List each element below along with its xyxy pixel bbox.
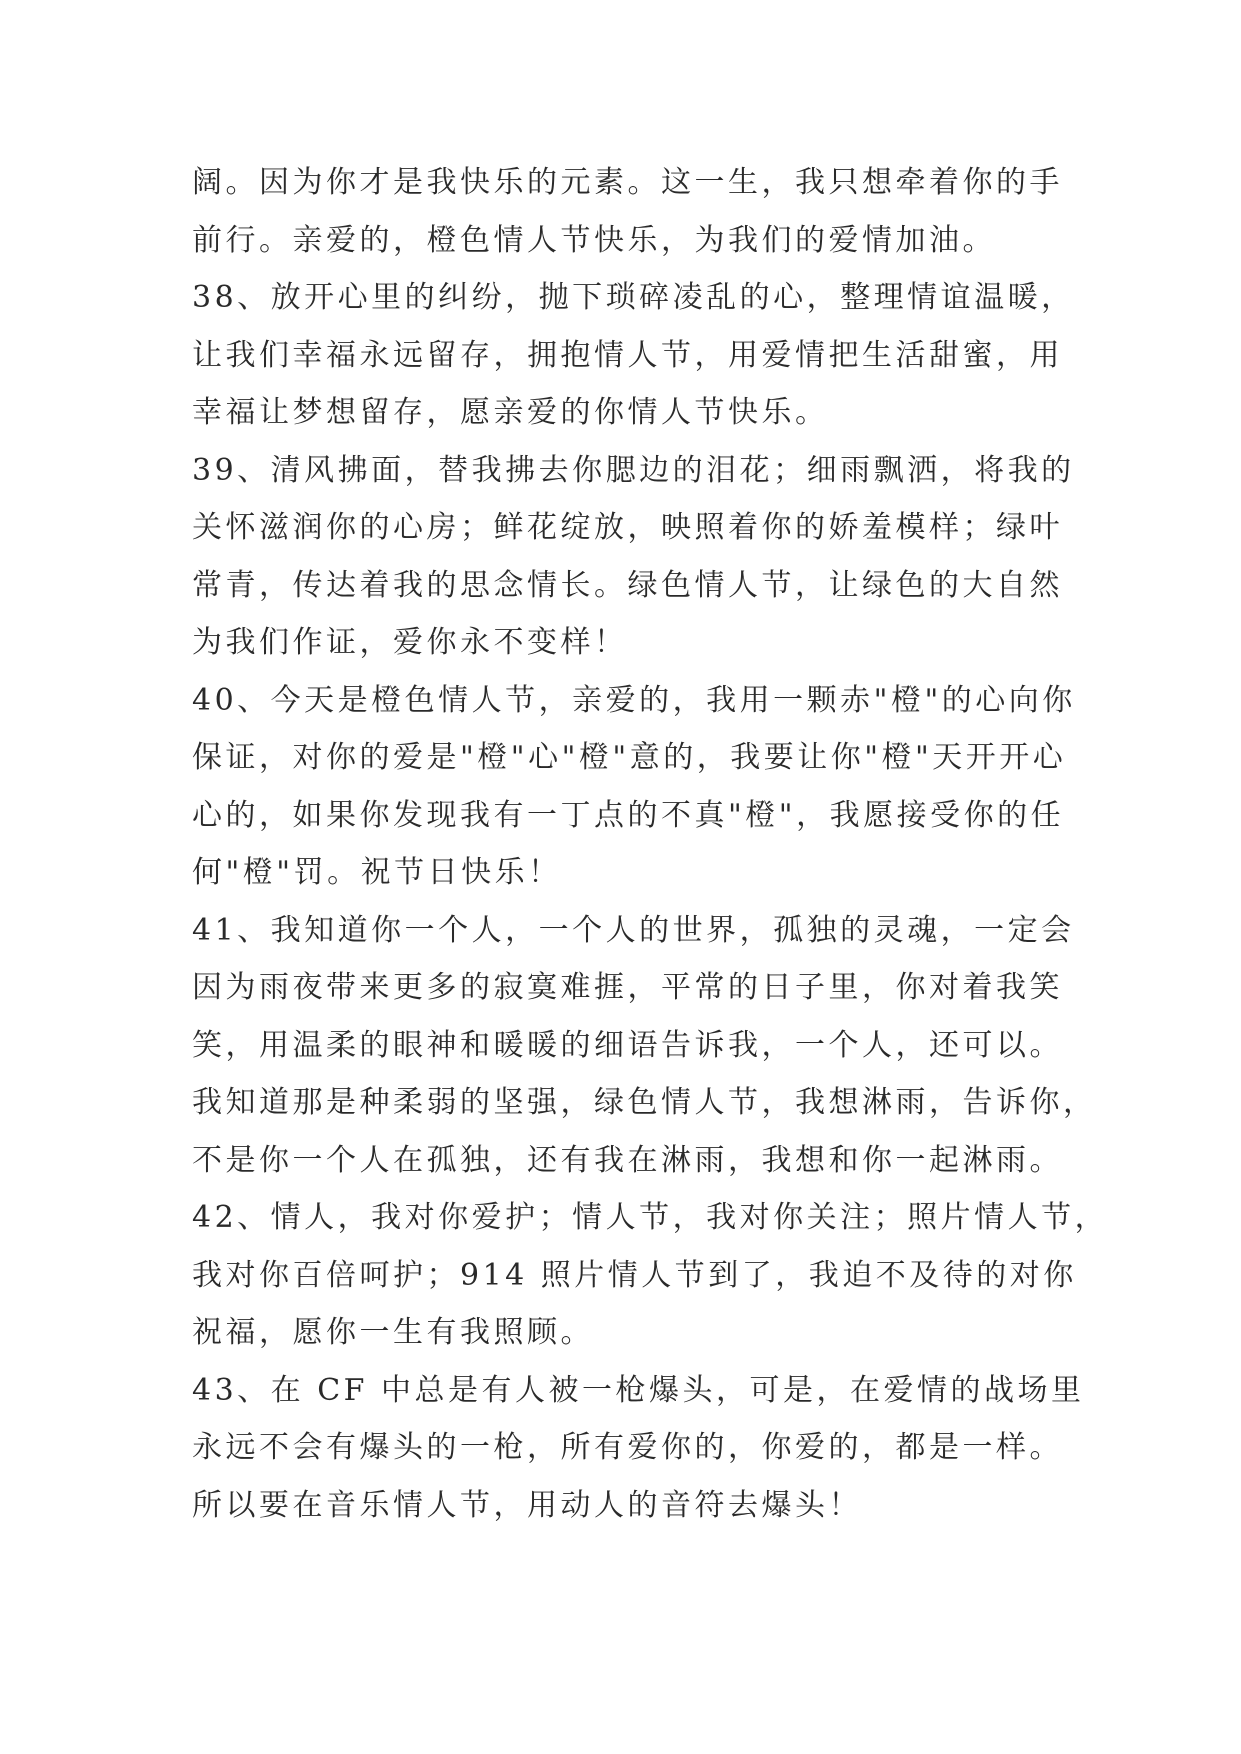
text-line: 阔。因为你才是我快乐的元素。这一生，我只想牵着你的手 xyxy=(192,165,1063,200)
text-line: 不是你一个人在孤独，还有我在淋雨，我想和你一起淋雨。 xyxy=(192,1142,1063,1178)
text-line: 前行。亲爱的，橙色情人节快乐，为我们的爱情加油。 xyxy=(192,222,996,258)
text-line: 祝福，愿你一生有我照顾。 xyxy=(192,1315,594,1350)
text-line: 39、清风拂面，替我拂去你腮边的泪花；细雨飘洒，将我的 xyxy=(192,452,1075,488)
text-line: 永远不会有爆头的一枪，所有爱你的，你爱的，都是一样。 xyxy=(192,1430,1063,1465)
text-line: 41、我知道你一个人，一个人的世界，孤独的灵魂，一定会 xyxy=(192,912,1075,948)
text-line: 我知道那是种柔弱的坚强，绿色情人节，我想淋雨，告诉你， xyxy=(192,1085,1097,1120)
text-line: 关怀滋润你的心房；鲜花绽放，映照着你的娇羞模样；绿叶 xyxy=(192,510,1063,545)
text-line: 何"橙"罚。祝节日快乐！ xyxy=(192,855,562,890)
text-line: 为我们作证，爱你永不变样！ xyxy=(192,625,628,660)
text-line: 笑，用温柔的眼神和暖暖的细语告诉我，一个人，还可以。 xyxy=(192,1027,1063,1063)
text-line: 因为雨夜带来更多的寂寞难捱，平常的日子里，你对着我笑 xyxy=(192,970,1063,1005)
text-line: 43、在 CF 中总是有人被一枪爆头，可是，在爱情的战场里 xyxy=(192,1372,1085,1408)
document-body xyxy=(192,154,1109,1534)
text-line: 42、情人，我对你爱护；情人节，我对你关注；照片情人节， xyxy=(192,1200,1109,1235)
text-line: 让我们幸福永远留存，拥抱情人节，用爱情把生活甜蜜，用 xyxy=(192,337,1063,373)
text-line: 幸福让梦想留存，愿亲爱的你情人节快乐。 xyxy=(192,395,829,430)
text-line: 保证，对你的爱是"橙"心"橙"意的，我要让你"橙"天开开心 xyxy=(192,740,1067,775)
text-line: 常青，传达着我的思念情长。绿色情人节，让绿色的大自然 xyxy=(192,567,1063,603)
text-line: 所以要在音乐情人节，用动人的音符去爆头！ xyxy=(192,1487,862,1523)
text-line: 38、放开心里的纠纷，抛下琐碎凌乱的心，整理情谊温暖， xyxy=(192,280,1075,315)
text-line: 40、今天是橙色情人节，亲爱的，我用一颗赤"橙"的心向你 xyxy=(192,682,1076,718)
text-line: 我对你百倍呵护；914 照片情人节到了，我迫不及待的对你 xyxy=(192,1257,1077,1293)
text-line: 心的，如果你发现我有一丁点的不真"橙"，我愿接受你的任 xyxy=(192,797,1065,833)
